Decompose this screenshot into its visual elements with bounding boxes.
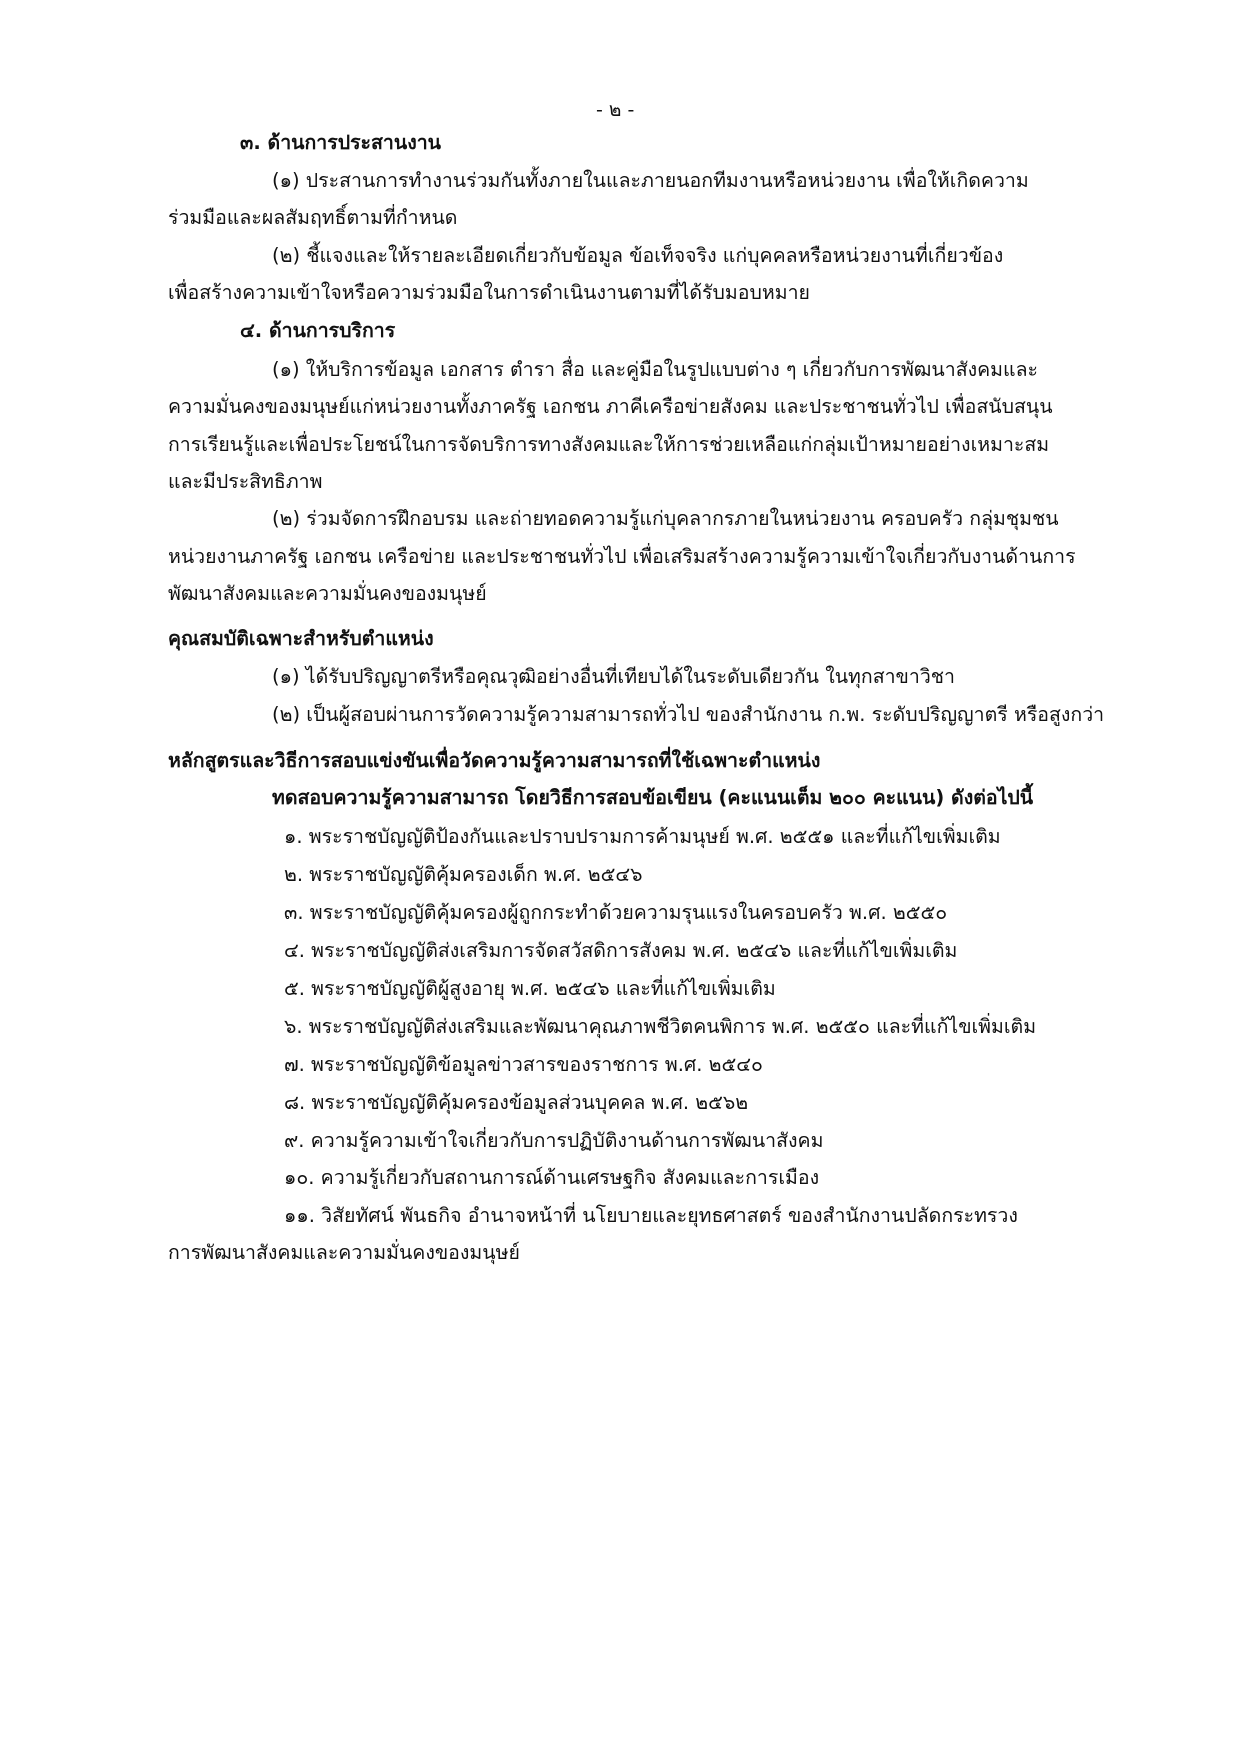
section3-heading: ๓. ด้านการประสานงาน xyxy=(240,131,442,154)
section4-heading: ๔. ด้านการบริการ xyxy=(240,319,396,342)
section4-item2-line3: พัฒนาสังคมและความมั่นคงของมนุษย์ xyxy=(168,582,487,605)
curriculum-item-1: ๑. พระราชบัญญัติป้องกันและปราบปรามการค้ามนุษย์ พ.ศ. ๒๕๕๑ และที่แก้ไขเพิ่มเติม xyxy=(284,825,1001,848)
curriculum-item-8: ๘. พระราชบัญญัติคุ้มครองข้อมูลส่วนบุคคล พ.ศ. ๒๕๖๒ xyxy=(284,1091,749,1114)
section4-item1-line2: ความมั่นคงของมนุษย์แก่หน่วยงานทั้งภาครัฐ เอกชน ภาคีเครือข่ายสังคม และประชาชนทั่วไป เพื่อสนับสนุน xyxy=(168,395,1053,418)
curriculum-heading: หลักสูตรและวิธีการสอบแข่งขันเพื่อวัดความรู้ความสามารถที่ใช้เฉพาะตำแหน่ง xyxy=(168,749,821,772)
qualifications-heading: คุณสมบัติเฉพาะสำหรับตำแหน่ง xyxy=(168,627,434,650)
curriculum-item-11-line2: การพัฒนาสังคมและความมั่นคงของมนุษย์ xyxy=(168,1241,520,1264)
curriculum-item-9: ๙. ความรู้ความเข้าใจเกี่ยวกับการปฏิบัติงานด้านการพัฒนาสังคม xyxy=(284,1129,824,1152)
curriculum-item-6: ๖. พระราชบัญญัติส่งเสริมและพัฒนาคุณภาพชีวิตคนพิการ พ.ศ. ๒๕๕๐ และที่แก้ไขเพิ่มเติม xyxy=(284,1015,1037,1038)
curriculum-item-10: ๑๐. ความรู้เกี่ยวกับสถานการณ์ด้านเศรษฐกิจ สังคมและการเมือง xyxy=(284,1166,820,1189)
section4-item1-line1: (๑) ให้บริการข้อมูล เอกสาร ตำรา สื่อ และคู่มือในรูปแบบต่าง ๆ เกี่ยวกับการพัฒนาสังคมและ xyxy=(272,358,1039,381)
section3-item1-line1: (๑) ประสานการทำงานร่วมกันทั้งภายในและภายนอกทีมงานหรือหน่วยงาน เพื่อให้เกิดความ xyxy=(272,169,1029,192)
section3-item2-line1: (๒) ชี้แจงและให้รายละเอียดเกี่ยวกับข้อมูล ข้อเท็จจริง แก่บุคคลหรือหน่วยงานที่เกี่ยวข้อง xyxy=(272,244,1004,267)
section4-item2-line1: (๒) ร่วมจัดการฝึกอบรม และถ่ายทอดความรู้แก่บุคลากรภายในหน่วยงาน ครอบครัว กลุ่มชุมชน xyxy=(272,507,1059,530)
curriculum-item-11: ๑๑. วิสัยทัศน์ พันธกิจ อำนาจหน้าที่ นโยบายและยุทธศาสตร์ ของสำนักงานปลัดกระทรวง xyxy=(284,1204,1018,1227)
qualifications-item2: (๒) เป็นผู้สอบผ่านการวัดความรู้ความสามารถทั่วไป ของสำนักงาน ก.พ. ระดับปริญญาตรี หรือสูงกว่า xyxy=(272,703,1105,726)
curriculum-item-3: ๓. พระราชบัญญัติคุ้มครองผู้ถูกกระทำด้วยความรุนแรงในครอบครัว พ.ศ. ๒๕๕๐ xyxy=(284,901,948,924)
curriculum-item-4: ๔. พระราชบัญญัติส่งเสริมการจัดสวัสดิการสังคม พ.ศ. ๒๕๔๖ และที่แก้ไขเพิ่มเติม xyxy=(284,939,958,962)
curriculum-item-7: ๗. พระราชบัญญัติข้อมูลข่าวสารของราชการ พ.ศ. ๒๕๔๐ xyxy=(284,1053,763,1076)
curriculum-item-2: ๒. พระราชบัญญัติคุ้มครองเด็ก พ.ศ. ๒๕๔๖ xyxy=(284,863,643,886)
section3-item1-line2: ร่วมมือและผลสัมฤทธิ์ตามที่กำหนด xyxy=(168,206,458,229)
qualifications-item1: (๑) ได้รับปริญญาตรีหรือคุณวุฒิอย่างอื่นที่เทียบได้ในระดับเดียวกัน ในทุกสาขาวิชา xyxy=(272,665,955,688)
page-number: - ๒ - xyxy=(596,99,635,121)
section4-item1-line4: และมีประสิทธิภาพ xyxy=(168,470,323,493)
section4-item1-line3: การเรียนรู้และเพื่อประโยชน์ในการจัดบริการทางสังคมและให้การช่วยเหลือแก่กลุ่มเป้าหมายอย่างเหมาะสม xyxy=(168,433,1050,456)
curriculum-subheading: ทดสอบความรู้ความสามารถ โดยวิธีการสอบข้อเขียน (คะแนนเต็ม ๒๐๐ คะแนน) ดังต่อไปนี้ xyxy=(272,786,1034,809)
section3-item2-line2: เพื่อสร้างความเข้าใจหรือความร่วมมือในการดำเนินงานตามที่ได้รับมอบหมาย xyxy=(168,281,810,304)
curriculum-item-5: ๕. พระราชบัญญัติผู้สูงอายุ พ.ศ. ๒๕๔๖ และที่แก้ไขเพิ่มเติม xyxy=(284,977,776,1000)
section4-item2-line2: หน่วยงานภาครัฐ เอกชน เครือข่าย และประชาชนทั่วไป เพื่อเสริมสร้างความรู้ความเข้าใจเกี่ยวกับงานด้านการ xyxy=(168,545,1076,568)
